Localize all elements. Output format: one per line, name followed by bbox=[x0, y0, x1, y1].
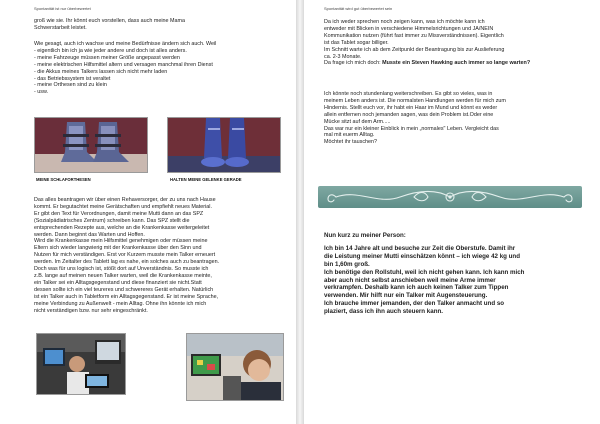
photo2-caption: HALTEN MEINE GELENKE GERADE bbox=[170, 177, 242, 182]
text-line: Eltern sich wieder langwierig mit der Krankenkasse über den Sinn und bbox=[34, 245, 202, 252]
main-body-text bbox=[34, 197, 288, 314]
list-item: - das Betriebssystem ist veraltet bbox=[34, 76, 284, 83]
text-line: kommt. Er begutachtet meine Gerätschaften und empfiehlt neues Material. bbox=[34, 203, 212, 210]
right-page bbox=[304, 0, 600, 424]
text-line: Er gibt den Text für Verordnungen, damit meine Mutti dann an das SPZ bbox=[34, 210, 204, 217]
text-line: Im Schnitt warte ich ab dem Zeitpunkt der Beantragung bis zur Auslieferung bbox=[324, 46, 505, 53]
text-line: entweder mit Blicken in verschiedene Himmelsrichtungen und JA/NEIN bbox=[324, 25, 494, 32]
text-line: Ich benötige den Rollstuhl, weil ich nicht gehen kann. Ich kann mich bbox=[324, 268, 525, 276]
orthoses-photo-image bbox=[35, 118, 148, 173]
text-line: Ich brauche immer jemanden, der den Talker anmacht und so bbox=[324, 300, 505, 308]
growth-text bbox=[34, 41, 284, 96]
right-running-head: Spontanität wird gut überbewertet sein bbox=[324, 6, 393, 11]
text-line: Mücke sitzt auf dem Arm..... bbox=[324, 118, 391, 125]
text-line: ist das Tablet sogar billiger. bbox=[324, 39, 389, 46]
question-bold: Musste ein Steven Hawking auch immer so lange warten? bbox=[382, 60, 531, 67]
text-line: allein entfernen noch jemanden sagen, was dein Problem ist.Oder eine bbox=[324, 111, 494, 118]
text-line: Das war nur ein kleiner Einblick in mein „normales" Leben. Vergleicht das bbox=[324, 125, 499, 132]
text-line: meinem Leben anders ist. Die normalsten Handlungen werden für mich zum bbox=[324, 97, 506, 104]
text-line: Das alles beantragen wir über einen Rehaversorger, der zu uns nach Hause bbox=[34, 197, 216, 203]
text-line: Nutzen für mich verständigen. Erst vor Kurzem musste mein Talker erneuert bbox=[34, 252, 216, 259]
photo-joint-orthoses bbox=[167, 117, 281, 173]
left-running-head: Spontanität ist nur überbewertet bbox=[34, 6, 91, 11]
about-me-section bbox=[324, 232, 596, 316]
text-line: Doch was für uns logisch ist, stößt dort auf Unverständnis. So musste ich bbox=[34, 266, 209, 273]
text-line: werden. Im Zeitalter des Tablett lag es nahe, ein solches auch zu beantragen. bbox=[34, 259, 220, 266]
text-line: Wird die Krankenkasse mein Hilfsmittel genehmigen oder müssen meine bbox=[34, 238, 208, 245]
text-line: Wie gesagt, auch ich wachse und meine Bedürfnisse ändern sich auch. Weil bbox=[34, 41, 217, 47]
text-line: meine Verbindung zu Außenwelt - mein Alltag. Ohne ihn könnte ich mich bbox=[34, 300, 207, 307]
photo-boy-tablet bbox=[186, 333, 284, 401]
text-line: Hindernis. Stellt euch vor, ihr habt ein Haar im Mund und könnt es weder bbox=[324, 104, 498, 111]
text-line: mal mit euerm Alltag. bbox=[324, 132, 375, 139]
ornamental-banner bbox=[318, 186, 582, 208]
photo1-caption: MEINE SCHLAFORTHESEN bbox=[36, 177, 91, 182]
text-line: Ich bin 14 Jahre alt und besuche zur Zeit die Oberstufe. Damit ihr bbox=[324, 244, 516, 252]
text-line: ca. 2-3 Monate. bbox=[324, 53, 362, 60]
text-line: ist ein Talker auch in Tabletform ein Alltagsgegenstand. Er ist meine Sprache, bbox=[34, 293, 219, 300]
text-line: Da ich weder sprechen noch zeigen kann, was ich möchte kann ich bbox=[324, 19, 485, 25]
top-text bbox=[324, 19, 586, 67]
question-lead: Da frage ich mich doch: bbox=[324, 60, 383, 67]
list-item: - meine Fahrzeuge müssen meiner Größe angepasst werden bbox=[34, 55, 284, 62]
text-line: Schwerstarbeit leistet. bbox=[34, 24, 87, 31]
text-line: verwenden. Mir hilft nur ein Talker mit Augensteuerung. bbox=[324, 292, 488, 300]
text-line: (Sozialpädiatrisches Zentrum) schreiben kann. Das SPZ stellt die bbox=[34, 217, 190, 224]
photo-classroom-talker bbox=[36, 333, 126, 395]
text-line: werden. Dann beginnt das Warten und Hoffen. bbox=[34, 231, 145, 238]
text-line: - eigentlich bin ich ja wie jeder andere und doch ist alles anders. bbox=[34, 47, 187, 54]
text-line: Möchtet ihr tauschen? bbox=[324, 139, 378, 146]
text-line: nicht verständigen bzw. nur sehr eingeschränkt. bbox=[34, 307, 148, 314]
text-line bbox=[324, 60, 586, 67]
photo-sleep-orthoses bbox=[34, 117, 148, 173]
text-line: z.B. lange auf meinen neuen Talker warten, weil die Krankenkasse meinte, bbox=[34, 272, 212, 279]
intro-text bbox=[34, 18, 284, 32]
text-line: bin 1,60m groß. bbox=[324, 260, 370, 268]
text-line: verkrampfen. Deshalb kann ich auch keinen Talker zum Tippen bbox=[324, 284, 509, 292]
book-gutter bbox=[296, 0, 304, 424]
ornament-icon bbox=[318, 186, 582, 208]
text-line: die Leistung meiner Mutti einschätzen könnt – ich wiege 42 kg und bbox=[324, 252, 520, 260]
left-page bbox=[0, 0, 296, 424]
classroom-photo-image bbox=[37, 334, 126, 395]
text-line: plaziert, dass ich ihn auch steuern kann. bbox=[324, 308, 443, 316]
text-line: ein Talker sei ein Alltagsgegenstand und diese finanziert sie nicht.Statt bbox=[34, 279, 202, 286]
text-line: dessen sollte ich ein viel teureres und schwereres Gerät erhalten. Natürlich bbox=[34, 286, 214, 293]
list-item: - meine Orthesen sind zu klein bbox=[34, 82, 284, 89]
list-item: - meine elektrischen Hilfsmittel altern und versagen manchmal ihren Dienst bbox=[34, 62, 284, 69]
text-line: groß wie sie. Ihr könnt euch vorstellen, dass auch meine Mama bbox=[34, 18, 186, 24]
middle-text bbox=[324, 91, 586, 146]
list-item: - usw. bbox=[34, 89, 284, 96]
joints-photo-image bbox=[168, 118, 281, 173]
text-line: Ich könnte noch stundenlang weiterschreiben. Es gibt so vieles, was in bbox=[324, 91, 493, 97]
text-line: Kommunikation nutzen (führt fast immer zu Missverständnissen). Eigentlich bbox=[324, 32, 504, 39]
text-line: entsprechenden Rezepte aus, welche an die Krankenkasse weitergeleitet bbox=[34, 224, 210, 231]
boy-tablet-photo-image bbox=[187, 334, 284, 401]
needs-list bbox=[34, 55, 284, 96]
section-heading: Nun kurz zu meiner Person: bbox=[324, 232, 406, 239]
list-item: - die Akkus meines Talkers lassen sich nicht mehr laden bbox=[34, 69, 284, 76]
text-line: aber auch nicht selbst anschieben weil meine Arme immer bbox=[324, 276, 496, 284]
